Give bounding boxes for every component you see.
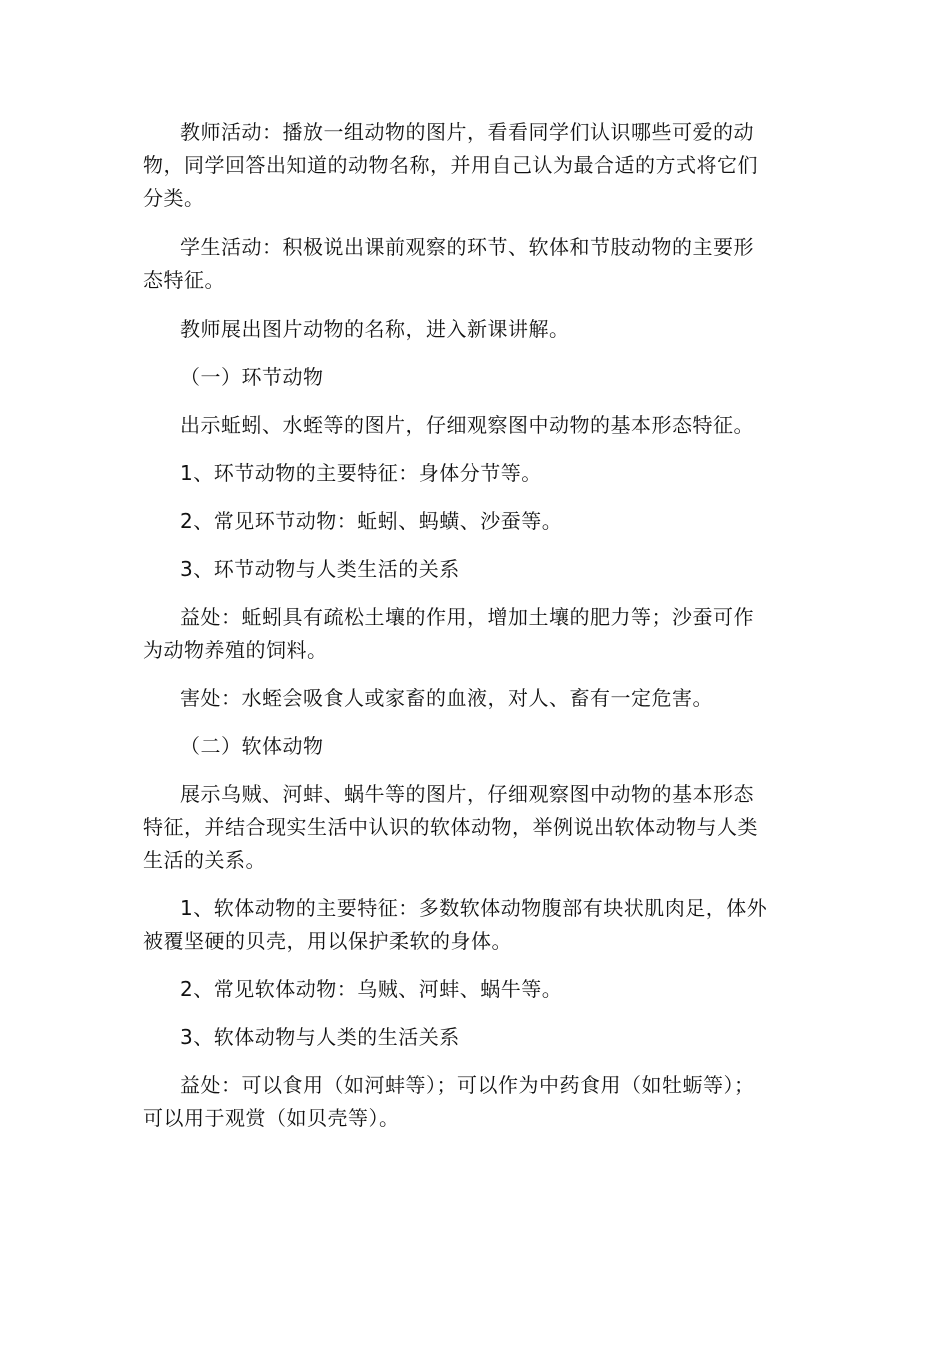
paragraph-teacher-activity: 教师活动：播放一组动物的图片，看看同学们认识哪些可爱的动物，同学回答出知道的动物名称，并用自己认为最合适的方式将它们分类。 [143, 120, 758, 210]
paragraph-annelid-benefits: 益处：蚯蚓具有疏松土壤的作用，增加土壤的肥力等；沙蚕可作为动物养殖的饲料。 [143, 605, 754, 662]
paragraph-new-lesson: 教师展出图片动物的名称，进入新课讲解。 [180, 317, 570, 341]
item-common-mollusks: 2、常见软体动物：乌贼、河蚌、蜗牛等。 [180, 977, 563, 1001]
paragraph-annelid-pictures: 出示蚯蚓、水蛭等的图片，仔细观察图中动物的基本形态特征。 [180, 413, 754, 437]
paragraph-mollusk-pictures: 展示乌贼、河蚌、蜗牛等的图片，仔细观察图中动物的基本形态特征，并结合现实生活中认识的软体动物，举例说出软体动物与人类生活的关系。 [143, 782, 758, 872]
heading-annelids: （一）环节动物 [180, 365, 324, 389]
item-annelid-features: 1、环节动物的主要特征：身体分节等。 [180, 461, 542, 485]
item-mollusk-relation: 3、软体动物与人类的生活关系 [180, 1025, 460, 1049]
paragraph-student-activity: 学生活动：积极说出课前观察的环节、软体和节肢动物的主要形态特征。 [143, 235, 754, 292]
document-body [143, 116, 773, 1135]
paragraph-mollusk-benefits: 益处：可以食用（如河蚌等）；可以作为中药食用（如牡蛎等）；可以用于观赏（如贝壳等）。 [143, 1073, 755, 1130]
item-mollusk-features: 1、软体动物的主要特征：多数软体动物腹部有块状肌肉足，体外被覆坚硬的贝壳，用以保护柔软的身体。 [143, 896, 768, 953]
paragraph-annelid-harms: 害处：水蛭会吸食人或家畜的血液，对人、畜有一定危害。 [180, 686, 713, 710]
item-annelid-relation: 3、环节动物与人类生活的关系 [180, 557, 460, 581]
item-common-annelids: 2、常见环节动物：蚯蚓、蚂蟥、沙蚕等。 [180, 509, 563, 533]
heading-mollusks: （二）软体动物 [180, 734, 324, 758]
